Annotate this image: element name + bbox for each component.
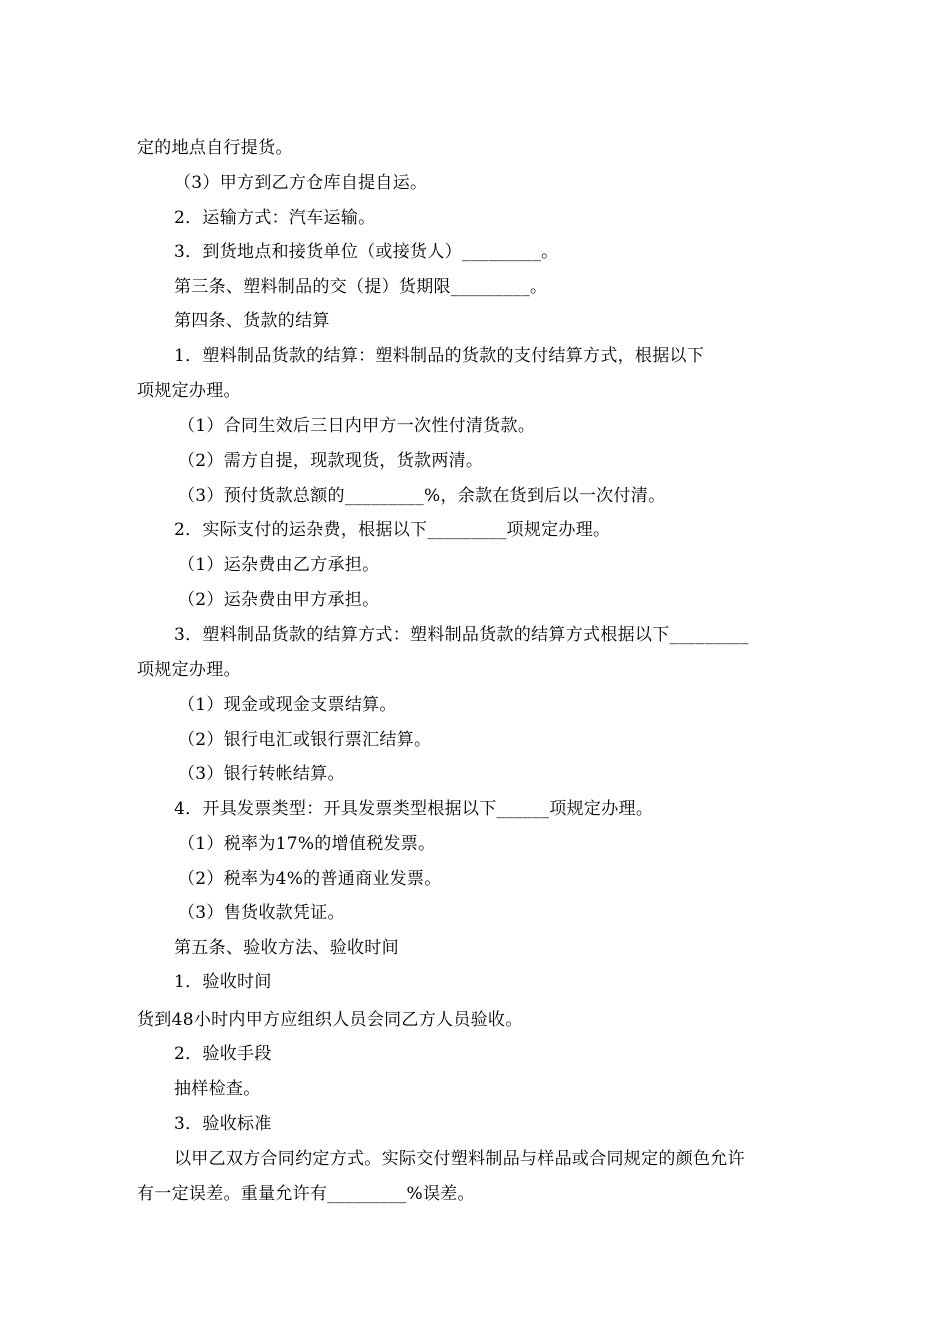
- list-item: （3）银行转帐结算。: [178, 764, 345, 784]
- list-item: （2）税率为4%的普通商业发票。: [178, 869, 442, 889]
- text-line: 定的地点自行提货。: [137, 138, 293, 158]
- section-heading: 第五条、验收方法、验收时间: [174, 938, 399, 958]
- text-line: 3．塑料制品货款的结算方式：塑料制品货款的结算方式根据以下_________: [174, 625, 749, 645]
- text-line: 项规定办理。: [137, 381, 241, 401]
- text-line: 3．验收标准: [174, 1114, 272, 1134]
- text-line: 以甲乙双方合同约定方式。实际交付塑料制品与样品或合同规定的颜色允许: [174, 1149, 745, 1169]
- text-line: 4．开具发票类型：开具发票类型根据以下______项规定办理。: [174, 799, 654, 819]
- list-item: （1）税率为17%的增值税发票。: [178, 834, 436, 854]
- list-item: （2）需方自提，现款现货，货款两清。: [178, 451, 484, 471]
- text-line: （3）甲方到乙方仓库自提自运。: [174, 173, 428, 193]
- list-item: （1）运杂费由乙方承担。: [178, 555, 380, 575]
- text-line: 货到48小时内甲方应组织人员会同乙方人员验收。: [137, 1010, 523, 1030]
- text-line: 1．塑料制品货款的结算：塑料制品的货款的支付结算方式，根据以下: [174, 346, 705, 366]
- list-item: （2）运杂费由甲方承担。: [178, 590, 380, 610]
- text-line: 1．验收时间: [174, 972, 272, 992]
- list-item: （1）合同生效后三日内甲方一次性付清货款。: [178, 416, 536, 436]
- text-line: 2．实际支付的运杂费，根据以下_________项规定办理。: [174, 520, 611, 540]
- text-line: 抽样检查。: [174, 1079, 261, 1099]
- section-heading: 第四条、货款的结算: [174, 311, 330, 331]
- list-item: （3）售货收款凭证。: [178, 903, 345, 923]
- list-item: （1）现金或现金支票结算。: [178, 695, 397, 715]
- list-item: （2）银行电汇或银行票汇结算。: [178, 730, 432, 750]
- list-item: （3）预付货款总额的_________%，余款在货到后以一次付清。: [178, 486, 666, 506]
- text-line: 2．运输方式：汽车运输。: [174, 208, 376, 228]
- text-line: 2．验收手段: [174, 1044, 272, 1064]
- text-line: 项规定办理。: [137, 660, 241, 680]
- text-line: 第三条、塑料制品的交（提）货期限_________。: [174, 277, 548, 297]
- text-line: 有一定误差。重量允许有_________%误差。: [137, 1184, 475, 1204]
- text-line: 3．到货地点和接货单位（或接货人）_________。: [174, 242, 559, 262]
